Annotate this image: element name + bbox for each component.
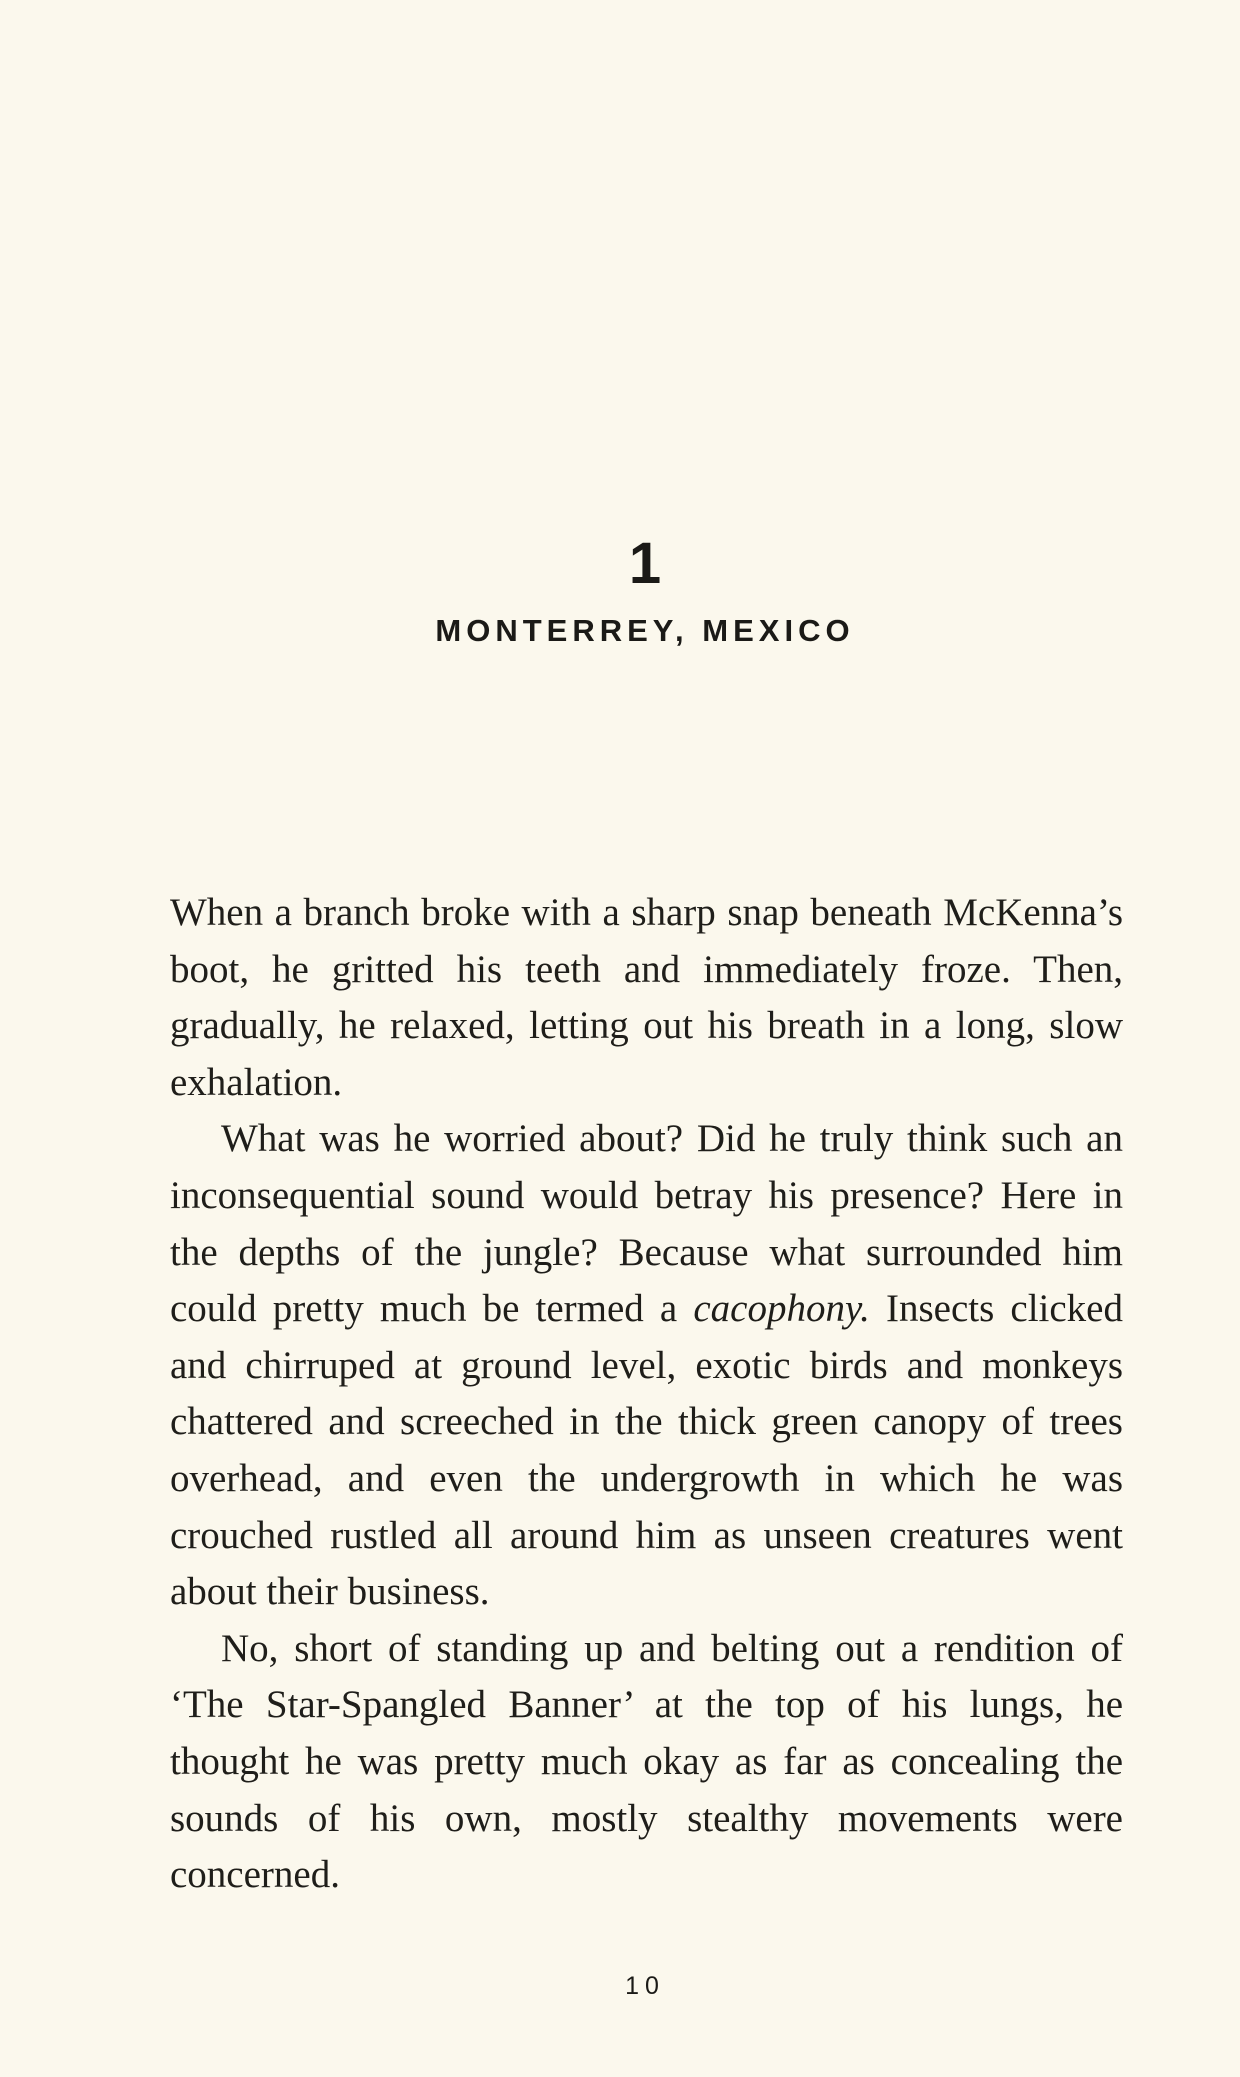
paragraph-3: No, short of standing up and belting out a rendition of ‘The Star-Spangled Banner’ at the top of his lungs, he thought he was pretty much okay as far as concealing the sounds of his own, mostly stealthy movements were concerned. (170, 1626, 1123, 1897)
chapter-number: 1 (628, 531, 662, 596)
chapter-title: MONTERREY, MEXICO (435, 613, 855, 648)
page-number: 10 (625, 1972, 665, 2000)
paragraph-2-text-before: What was he worried about? Did he truly think such an inconsequential sound would betray his presence? Here in the depths of the jungle? Because what surrounded him could pretty much be termed a (170, 1117, 1123, 1331)
body-text (170, 885, 1123, 1904)
paragraph-1: When a branch broke with a sharp snap beneath McKenna’s boot, he gritted his teeth and immediately froze. Then, gradually, he relaxed, letting out his breath in a long, slow exhalation. (170, 891, 1123, 1104)
paragraph-2-text-after: Insects clicked and chirruped at ground level, exotic birds and monkeys chattered and screeched in the thick green canopy of trees overhead, and even the undergrowth in which he was crouched rustled all around him as unseen creatures went about their business. (170, 1287, 1123, 1614)
paragraph-2-emphasis: cacophony. (693, 1287, 870, 1331)
paragraph-2 (170, 1111, 1123, 1620)
